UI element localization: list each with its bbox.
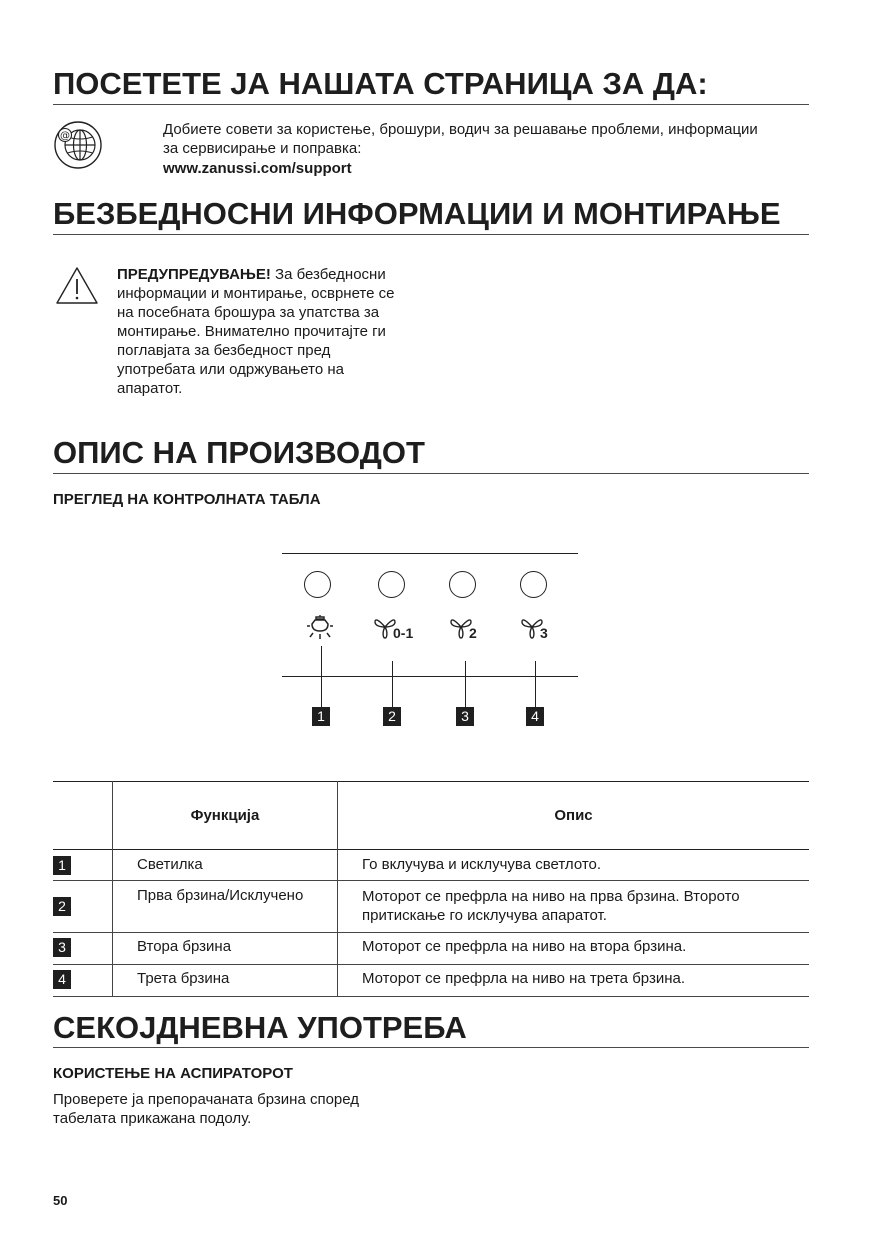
table-row	[53, 881, 809, 933]
warning-triangle-icon	[55, 266, 99, 306]
row-function: Светилка	[113, 850, 338, 881]
row-description: Моторот се префрла на ниво на прва брзина. Второто притискање го исклучува апаратот.	[362, 888, 740, 924]
callout-1: 1	[312, 707, 330, 726]
heading-daily-use: СЕКОЈДНЕВНА УПОТРЕБА	[53, 1010, 467, 1045]
support-link[interactable]: www.zanussi.com/support	[163, 160, 352, 177]
row-description: Моторот се префрла на ниво на втора брзина.	[362, 938, 687, 955]
table-header-row	[53, 782, 809, 850]
warning-text: За безбедносни информации и монтирање, осврнете се на посебната брошура за упатства за монтирање. Внимателно прочитајте ги поглавјата за безбедност пред употребата или одржувањето на апаратот.	[117, 266, 395, 397]
panel-button-speed-1[interactable]	[378, 571, 405, 598]
visit-text: Добиете совети за користење, брошури, водич за решавање проблеми, информации за сервисирање и поправка:	[163, 121, 758, 157]
page-number: 50	[53, 1193, 68, 1208]
panel-bottom-edge	[282, 676, 578, 677]
heading-product: ОПИС НА ПРОИЗВОДОТ	[53, 435, 425, 470]
row-number: 3	[53, 938, 71, 957]
row-description: Го вклучува и исклучува светлото.	[362, 856, 602, 873]
callout-3: 3	[456, 707, 474, 726]
callout-line	[321, 646, 322, 707]
row-number: 4	[53, 970, 71, 989]
subheading-using-hood: КОРИСТЕЊЕ НА АСПИРАТОРОТ	[53, 1065, 293, 1082]
globe-web-icon	[53, 120, 103, 170]
callout-4: 4	[526, 707, 544, 726]
row-function: Втора брзина	[113, 933, 338, 965]
heading-safety: БЕЗБЕДНОСНИ ИНФОРМАЦИИ И МОНТИРАЊЕ	[53, 196, 781, 231]
panel-button-speed-3[interactable]	[520, 571, 547, 598]
callout-line	[392, 661, 393, 707]
panel-button-speed-2[interactable]	[449, 571, 476, 598]
panel-button-light[interactable]	[304, 571, 331, 598]
table-header-num	[53, 782, 113, 850]
daily-use-text: Проверете ја препорачаната брзина според табелата прикажана подолу.	[53, 1091, 360, 1127]
subheading-control-panel: ПРЕГЛЕД НА КОНТРОЛНАТА ТАБЛА	[53, 491, 321, 508]
callout-line	[465, 661, 466, 707]
warning-label: ПРЕДУПРЕДУВАЊЕ!	[117, 266, 271, 283]
speed-label-2: 2	[469, 625, 477, 641]
panel-top-edge	[282, 553, 578, 554]
row-number: 1	[53, 856, 71, 875]
safety-warning	[117, 265, 397, 398]
heading-rule	[53, 473, 809, 474]
row-description: Моторот се префрла на ниво на трета брзина.	[362, 970, 686, 987]
callout-2: 2	[383, 707, 401, 726]
table-row	[53, 850, 809, 881]
speed-label-3: 3	[540, 625, 548, 641]
table-row	[53, 933, 809, 965]
table-row	[53, 965, 809, 997]
control-function-table	[53, 781, 809, 997]
light-bulb-icon	[305, 613, 335, 643]
row-function: Трета брзина	[113, 965, 338, 997]
heading-visit: ПОСЕТЕТЕ ЈА НАШАТА СТРАНИЦА ЗА ДА:	[53, 66, 708, 101]
callout-line	[535, 661, 536, 707]
table-header-function: Функција	[113, 782, 338, 850]
speed-label-1: 0-1	[393, 625, 414, 641]
row-number: 2	[53, 897, 71, 916]
row-function: Прва брзина/Исклучено	[113, 881, 338, 933]
svg-text:@: @	[60, 130, 70, 142]
table-header-description: Опис	[554, 807, 593, 824]
heading-rule	[53, 234, 809, 235]
heading-rule	[53, 104, 809, 105]
heading-rule	[53, 1047, 809, 1048]
